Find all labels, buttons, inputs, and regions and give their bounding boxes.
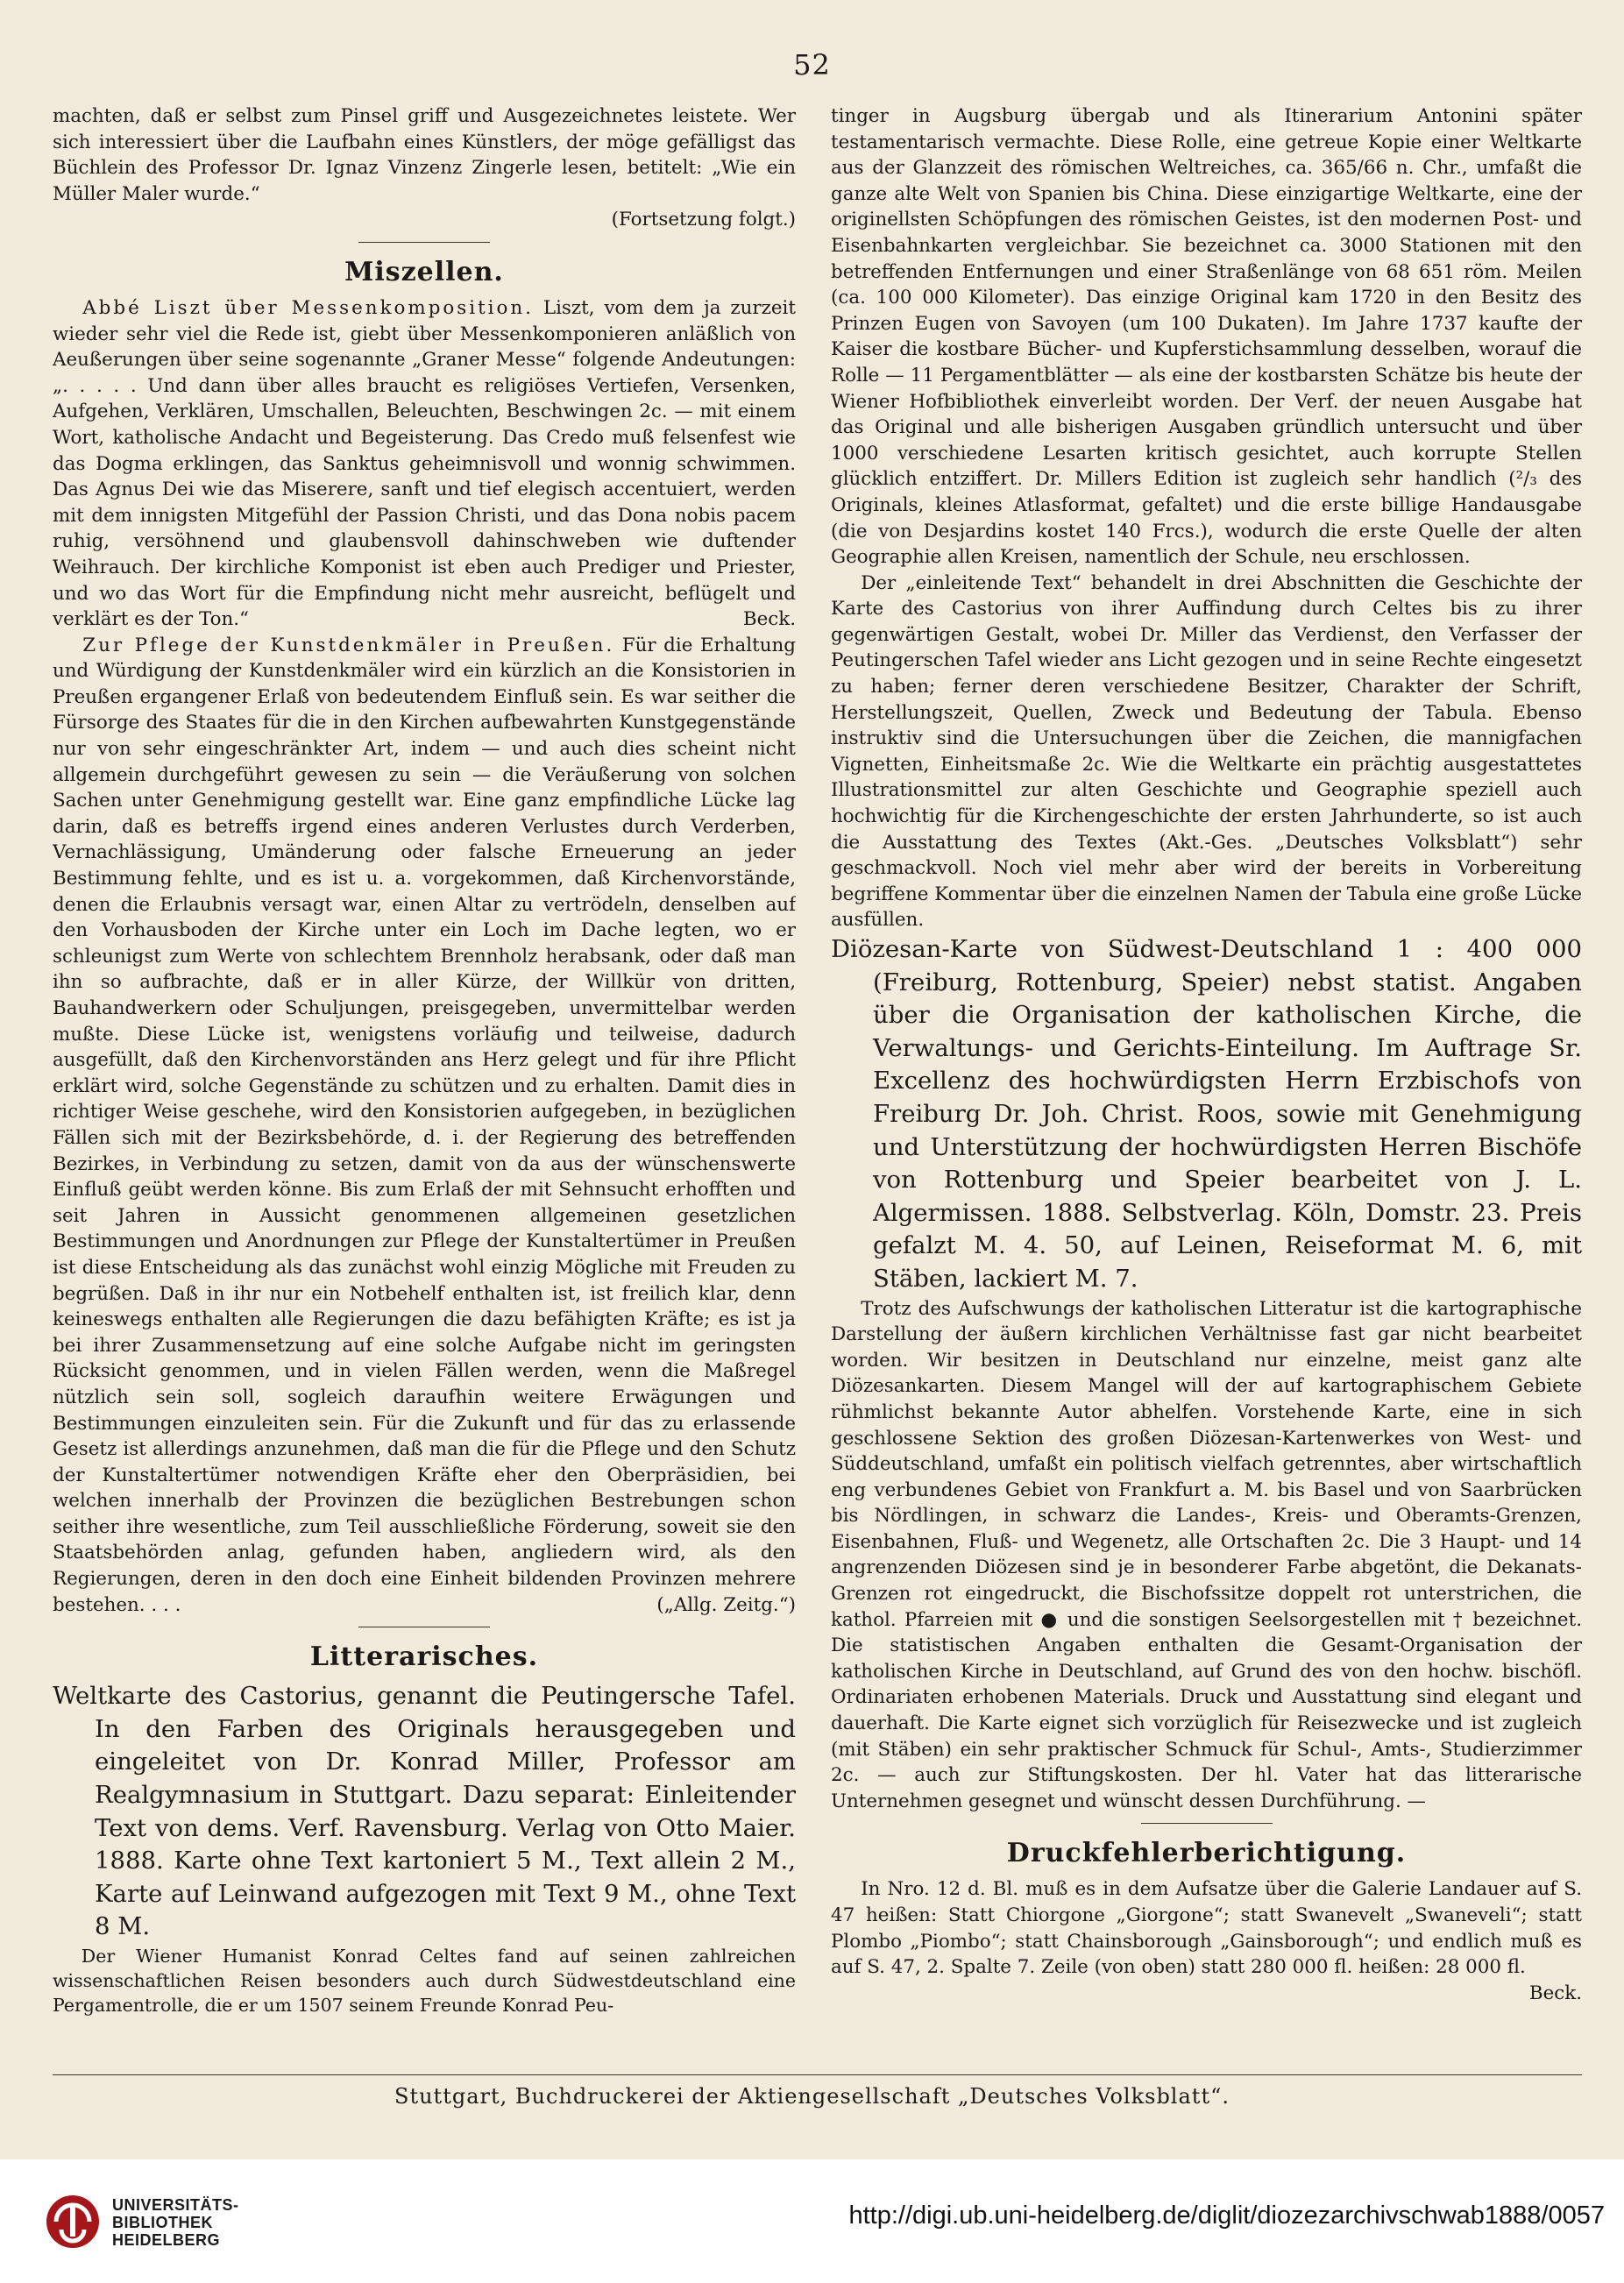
continued-note: (Fortsetzung folgt.) (611, 209, 796, 231)
section-divider (358, 242, 490, 243)
logo-line: HEIDELBERG (112, 2231, 221, 2249)
liszt-article (53, 295, 796, 633)
right-column (831, 103, 1582, 2071)
liszt-title: Abbé Liszt über Messenkomposition. (82, 296, 534, 319)
logo-line: BIBLIOTHEK (112, 2214, 213, 2231)
heading-miszellen: Miszellen. (344, 256, 504, 287)
einleitende-text: Der „einleitende Text“ behandelt in drei Abschnitten die Geschichte der Karte des Castorius von ihrer Auffindung durch Celtes bis zu ihrer gegenwärtigen Gestalt, wobei Dr. Miller das Verdienst, den Verfasser der Peutingerschen Tafel wieder ans Licht gezogen und in seine Rechte eingesetzt zu haben; ferner deren verschiedene Besitzer, Charakter der Schrift, Herstellungszeit, Quellen, Zweck und Bedeutung der Tabula. Ebenso instruktiv sind die Untersuchungen über die Zeichen, die mannigfachen Vignetten, Einheitsmaße 2c. Wie die Weltkarte ein prächtig ausgestattetes Illustrationsmittel zur alten Geschichte und Geographie speziell auch hochwichtig für die Kirchengeschichte der ersten Jahrhunderte, so ist auch die Ausstattung des Textes (Akt.-Ges. „Deutsches Volksblatt“) sehr geschmackvoll. Noch viel mehr aber wird der bereits in Vorbereitung begriffene Kommentar über die einzelnen Namen der Tabula eine große Lücke ausfüllen. (831, 571, 1582, 932)
heading-litterarisches: Litterarisches. (309, 1641, 539, 1673)
druckfehler-article (831, 1876, 1582, 2004)
kunst-article (53, 633, 796, 1619)
kunst-text: Für die Erhaltung und Würdigung der Kunstdenkmäler wird ein kürzlich an die Konsistorien in Preußen ergangener Erlaß von bedeutendem Einfluß sein. Es war seither die Fürsorge des Staates für die in den Kirchen aufbewahrten Kunstgegenstände nur von sehr eingeschränkter Art, indem — und auch dies scheint nicht allgemein durchgeführt gewesen zu sein — die Veräußerung von solchen Sachen unter Genehmigung gestellt war. Eine ganz empfindliche Lücke lag darin, daß es betreffs irgend eines anderen Verlustes durch Verderben, Vernachlässigung, Umänderung oder falsche Erneuerung an jeder Bestimmung fehlte, und es ist u. a. vorgekommen, daß Kirchenvorstände, denen die Erlaubnis versagt war, einen Altar zu vertrödeln, denselben auf den Vorhausboden der Kirche unter ein Loch im Dache legten, wo er schleunigst zum Werte von schlechtem Brennholz herabsank, oder daß man ihn so aufbrachte, daß er in aller Kürze, der Willkür von dritten, Bauhandwerkern oder Schuljungen, preisgegeben, unvermittelbar werden mußte. Diese Lücke ist, wenigstens vorläufig und teilweise, dadurch ausgefüllt, daß den Kirchenvorständen ans Herz gelegt und für ihre Pflicht erklärt wird, solche Gegenstände zu schützen und zu erhalten. Damit dies in richtiger Weise geschehe, wird den Konsistorien aufgegeben, in bezüglichen Fällen sich mit der Bezirksbehörde, d. i. der Regierung des betreffenden Bezirkes, in Verbindung zu setzen, damit von da aus der wünschenswerte Einfluß geübt werden könne. Bis zum Erlaß der mit Sehnsucht erhofften und seit Jahren in Aussicht genommenen allgemeinen gesetzlichen Bestimmungen und Anordnungen zur Pflege der Kunstaltertümer in Preußen ist diese Entscheidung als das zunächst wohl einzig Mögliche mit Freuden zu begrüßen. Daß in ihr nur ein Notbehelf enthalten ist, ist freilich klar, denn keineswegs enthalten alle Regierungen die dazu befähigten Kräfte; es ist ja bei ihrer Zusammensetzung auf eine solche Aufgabe nicht im geringsten Rücksicht genommen, und in vielen Fällen werden, wenn die Maßregel nützlich sein soll, sogleich daraufhin weitere Erwägungen und Bestimmungen einzuleiten sein. Für die Zukunft und für das zu erlassende Gesetz ist allerdings anzunehmen, daß man die für die Pflege und den Schutz der Kunstaltertümer notwendigen Kräfte eher den Oberpräsidien, bei welchen innerhalb der Provinzen die bezüglichen Bestrebungen schon seither ihre wesentliche, zum Teil ausschließliche Förderung, soweit sie den Staatsbehörden anlag, gefunden haben, angliedern wird, als den Regierungen, deren in den doch eine Einheit bildenden Provinzen mehrere bestehen. . . . (53, 634, 796, 1616)
celtes-continued: tinger in Augsburg übergab und als Itinerarium Antonini später testamentarisch vermachte. Diese Rolle, eine getreue Kopie einer Weltkarte aus der Glanzzeit des römischen Weltreiches, ca. 365/66 n. Chr., umfaßt die ganze alte Welt von Spanien bis China. Diese einzigartige Weltkarte, eine der originellsten Schöpfungen des römischen Geistes, ist den modernen Post- und Eisenbahnkarten vergleichbar. Sie bezeichnet ca. 3000 Stationen mit den betreffenden Entfernungen und einer Straßenlänge von 68 651 röm. Meilen (ca. 100 000 Kilometer). Das einzige Original kam 1720 in den Besitz des Prinzen Eugen von Savoyen (um 100 Dukaten). Im Jahre 1737 kaufte der Kaiser die kostbare Bücher- und Kupferstichsammlung desselben, worauf die Rolle — 11 Pergamentblätter — als eine der kostbarsten Schätze bis heute der Wiener Hofbibliothek einverleibt worden. Der Verf. der neuen Ausgabe hat das Original und alle bisherigen Ausgaben gründlich untersucht und über 1000 verschiedene Lesarten kritisch gesichtet, auch korrupte Stellen glücklich entziffert. Dr. Millers Edition ist zugleich sehr handlich (²/₃ des Originals, kleines Atlasformat, gefaltet) und die erste billige Handausgabe (die von Desjardins kostet 140 Frcs.), wodurch die erste Quelle der alten Geographie allen Kreisen, namentlich der Schule, neu erschlossen. (831, 105, 1582, 569)
druckfehler-signature: Beck. (1528, 1982, 1582, 2004)
liszt-signature: Beck. (742, 608, 796, 631)
source-url[interactable]: http://digi.ub.uni-heidelberg.de/diglit/diozezarchivschwab1888/0057 (848, 2201, 1605, 2230)
left-column (53, 103, 796, 2071)
kunst-title: Zur Pflege der Kunstdenkmäler in Preußen. (82, 634, 615, 656)
intro-paragraph: machten, daß er selbst zum Pinsel griff und Ausgezeichnetes leistete. Wer sich interessiert über die Laufbahn eines Künstlers, der möge gefälligst das Büchlein des Professor Dr. Ignaz Vinzenz Zingerle lesen, betitelt: „Wie ein Müller Maler wurde.“ (53, 105, 796, 205)
university-library-logo-icon (46, 2194, 100, 2249)
digitization-footer (0, 2159, 1624, 2283)
dioezesan-entry: Diözesan-Karte von Südwest-Deutschland 1 : 400 000 (Freiburg, Rottenburg, Speier) nebst statist. Angaben über die Organisation der katholischen Kirche, die Verwaltungs- und Gerichts-Einteilung. Im Auftrage Sr. Excellenz des hochwürdigsten Herrn Erzbischofs von Freiburg Dr. Joh. Christ. Roos, sowie mit Genehmigung und Unterstützung der hochwürdigsten Herren Bischöfe von Rottenburg und Speier bearbeitet von J. L. Algermissen. 1888. Selbstverlag. Köln, Domstr. 23. Preis gefalzt M. 4. 50, auf Leinen, Reiseformat M. 6, mit Stäben, lackiert M. 7. (831, 935, 1582, 1293)
weltkarte-entry: Weltkarte des Castorius, genannt die Peutingersche Tafel. In den Farben des Originals herausgegeben und eingeleitet von Dr. Konrad Miller, Professor am Realgymnasium in Stuttgart. Dazu separat: Einleitender Text von dems. Verf. Ravensburg. Verlag von Otto Maier. 1888. Karte ohne Text kartoniert 5 M., Text allein 2 M., Karte auf Leinwand aufgezogen mit Text 9 M., ohne Text 8 M. (53, 1682, 796, 1941)
imprint-rule (53, 2074, 1582, 2075)
liszt-text: Liszt, vom dem ja zurzeit wieder sehr viel die Rede ist, giebt über Messenkomponieren anläßlich von Aeußerungen über seine sogenannte „Graner Messe“ folgende Andeutungen: „. . . . . Und dann über alles braucht es religiöses Vertiefen, Versenken, Aufgehen, Verklären, Umschallen, Beleuchten, Beschwingen 2c. — mit einem Wort, katholische Andacht und Begeisterung. Das Credo muß felsenfest wie das Dogma erklingen, das Sanktus geheimnisvoll und wonnig schwimmen. Das Agnus Dei wie das Miserere, sanft und tief elegisch accentuiert, werden mit dem innigsten Mitgefühl der Passion Christi, und das Dona nobis pacem ruhig, versöhnend und glaubensvoll dahinschweben wie duftender Weihrauch. Der kirchliche Komponist ist eben auch Prediger und Priester, und wo das Wort für die Empfindung nicht mehr ausreicht, beflügelt und verklärt es der Ton.“ (53, 296, 796, 631)
celtes-start: Der Wiener Humanist Konrad Celtes fand auf seinen zahlreichen wissenschaftlichen Reisen besonders auch durch Südwestdeutschland eine Pergamentrolle, die er um 1507 seinem Freunde Konrad Peu- (53, 1946, 796, 2017)
section-divider (1141, 1823, 1273, 1824)
dioezesan-text: Trotz des Aufschwungs der katholischen Litteratur ist die kartographische Darstellung der äußern kirchlichen Verhältnisse fast gar nicht bearbeitet worden. Wir besitzen in Deutschland nur einzelne, meist ganz alte Diözesankarten. Diesem Mangel will der auf kartographischem Gebiete rühmlichst bekannte Autor abhelfen. Vorstehende Karte, eine in sich geschlossene Sektion des großen Diözesan-Kartenwerkes von West- und Süddeutschland, umfaßt ein politisch vielfach getrenntes, aber wirtschaftlich eng verbundenes Gebiet von Frankfurt a. M. bis Basel und von Saarbrücken bis Nördlingen, in schwarz die Landes-, Kreis- und Oberamts-Grenzen, Eisenbahnen, Fluß- und Wegenetz, alle Ortschaften 2c. Die 3 Haupt- und 14 angrenzenden Diözesen sind je in besonderer Farbe abgetönt, die Dekanats-Grenzen rot eingedruckt, die Bischofssitze doppelt rot unterstrichen, die kathol. Pfarreien mit ● und die sonstigen Seelsorgestellen mit † bezeichnet. Die statistischen Angaben enthalten die Gesamt-Organisation der katholischen Kirche in Deutschland, auf Grund des von den hochw. bischöfl. Ordinariaten erhobenen Materials. Druck und Ausstattung sind elegant und dauerhaft. Die Karte eignet sich vorzüglich für Reisezwecke und ist zugleich (mit Stäben) ein sehr praktischer Schmuck für Schul-, Amts-, Studierzimmer 2c. — auch zur Stiftungskosten. Der hl. Vater hat das litterarische Unternehmen gesegnet und wünscht dessen Durchführung. — (831, 1297, 1582, 1812)
imprint: Stuttgart, Buchdruckerei der Aktiengesellschaft „Deutsches Volksblatt“. (394, 2084, 1230, 2109)
kunst-source: („Allg. Zeitg.“) (656, 1593, 796, 1616)
druckfehler-text: In Nro. 12 d. Bl. muß es in dem Aufsatze über die Galerie Landauer auf S. 47 heißen: Statt Chiorgone „Giorgone“; statt Swanevelt „Swaneveli“; statt Plombo „Piombo“; statt Chainsborough „Gainsborough“; und endlich muß es auf S. 47, 2. Spalte 7. Zeile (von oben) statt 280 000 fl. heißen: 28 000 fl. (831, 1878, 1582, 1979)
logo-text (112, 2196, 239, 2249)
heading-druckfehler: Druckfehlerberichtigung. (1006, 1838, 1407, 1869)
logo-line: UNIVERSITÄTS- (112, 2196, 239, 2214)
page-number: 52 (793, 48, 831, 82)
